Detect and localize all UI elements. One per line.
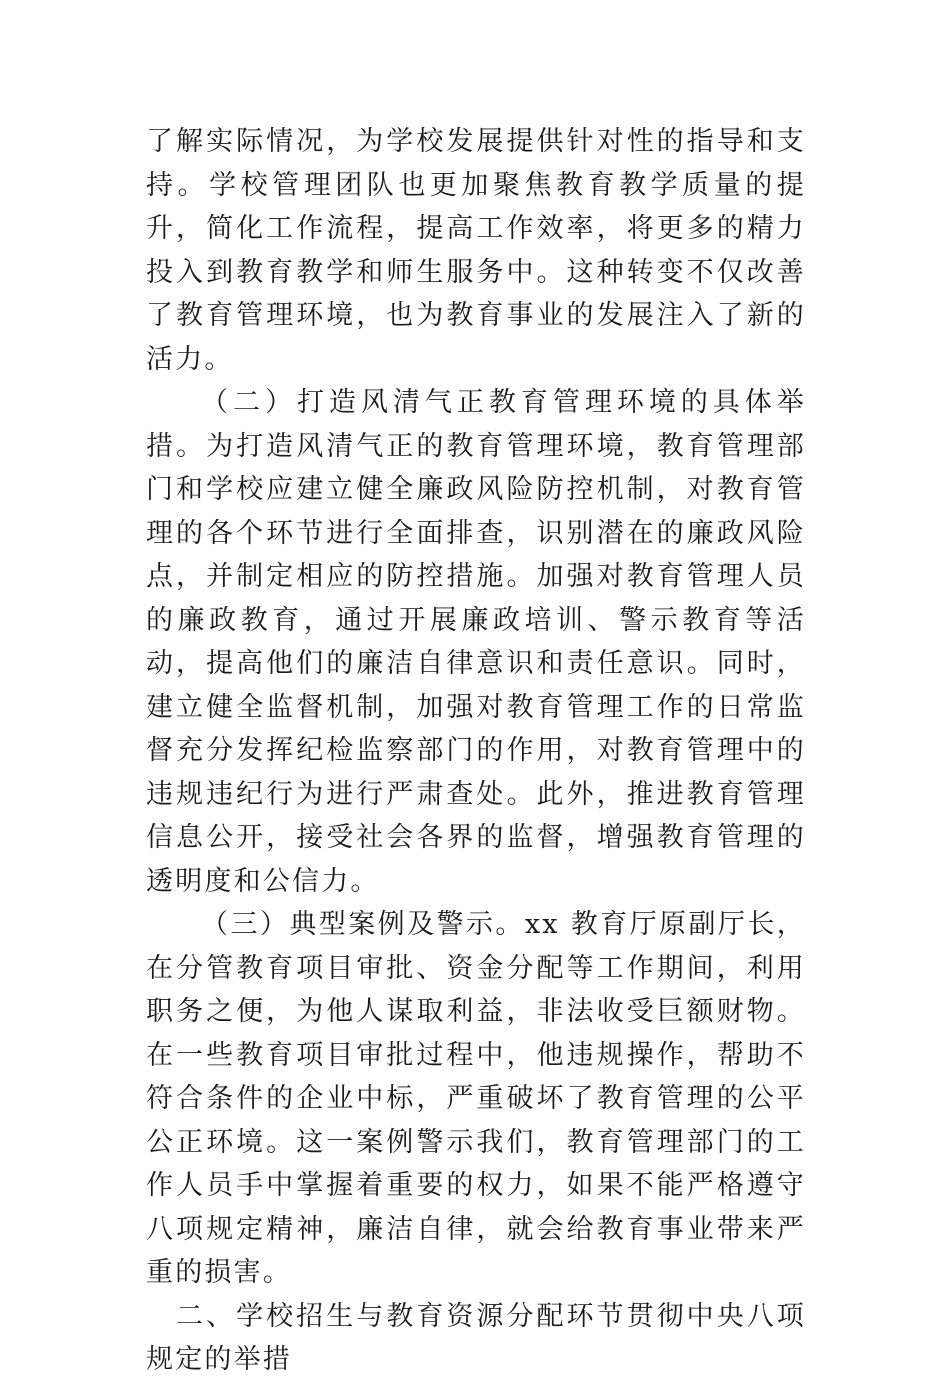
paragraph-section-3: （三）典型案例及警示。xx 教育厅原副厅长，在分管教育项目审批、资金分配等工作期间，利用职务之便，为他人谋取利益，非法收受巨额财物。在一些教育项目审批过程中，他违规操作，帮助不符合条件的企业中标，严重破坏了教育管理的公平公正环境。这一案例警示我们，教育管理部门的工作人员手中掌握着重要的权力，如果不能严格遵守八项规定精神，廉洁自律，就会给教育事业带来严重的损害。	[146, 909, 806, 1288]
section-heading: 二、学校招生与教育资源分配环节贯彻中央八项规定的举措	[146, 1300, 806, 1375]
paragraph-section-2: （二）打造风清气正教育管理环境的具体举措。为打造风清气正的教育管理环境，教育管理部门和学校应建立健全廉政风险防控机制，对教育管理的各个环节进行全面排查，识别潜在的廉政风险点，并制定相应的防控措施。加强对教育管理人员的廉政教育，通过开展廉政培训、警示教育等活动，提高他们的廉洁自律意识和责任意识。同时，建立健全监督机制，加强对教育管理工作的日常监督充分发挥纪检监察部门的作用，对教育管理中的违规违纪行为进行严肃查处。此外，推进教育管理信息公开，接受社会各界的监督，增强教育管理的透明度和公信力。	[146, 387, 806, 897]
paragraph-continuation: 了解实际情况，为学校发展提供针对性的指导和支持。学校管理团队也更加聚焦教育教学质量的提升，简化工作流程，提高工作效率，将更多的精力投入到教育教学和师生服务中。这种转变不仅改善了教育管理环境，也为教育事业的发展注入了新的活力。	[146, 126, 806, 375]
document-body	[146, 120, 806, 1382]
